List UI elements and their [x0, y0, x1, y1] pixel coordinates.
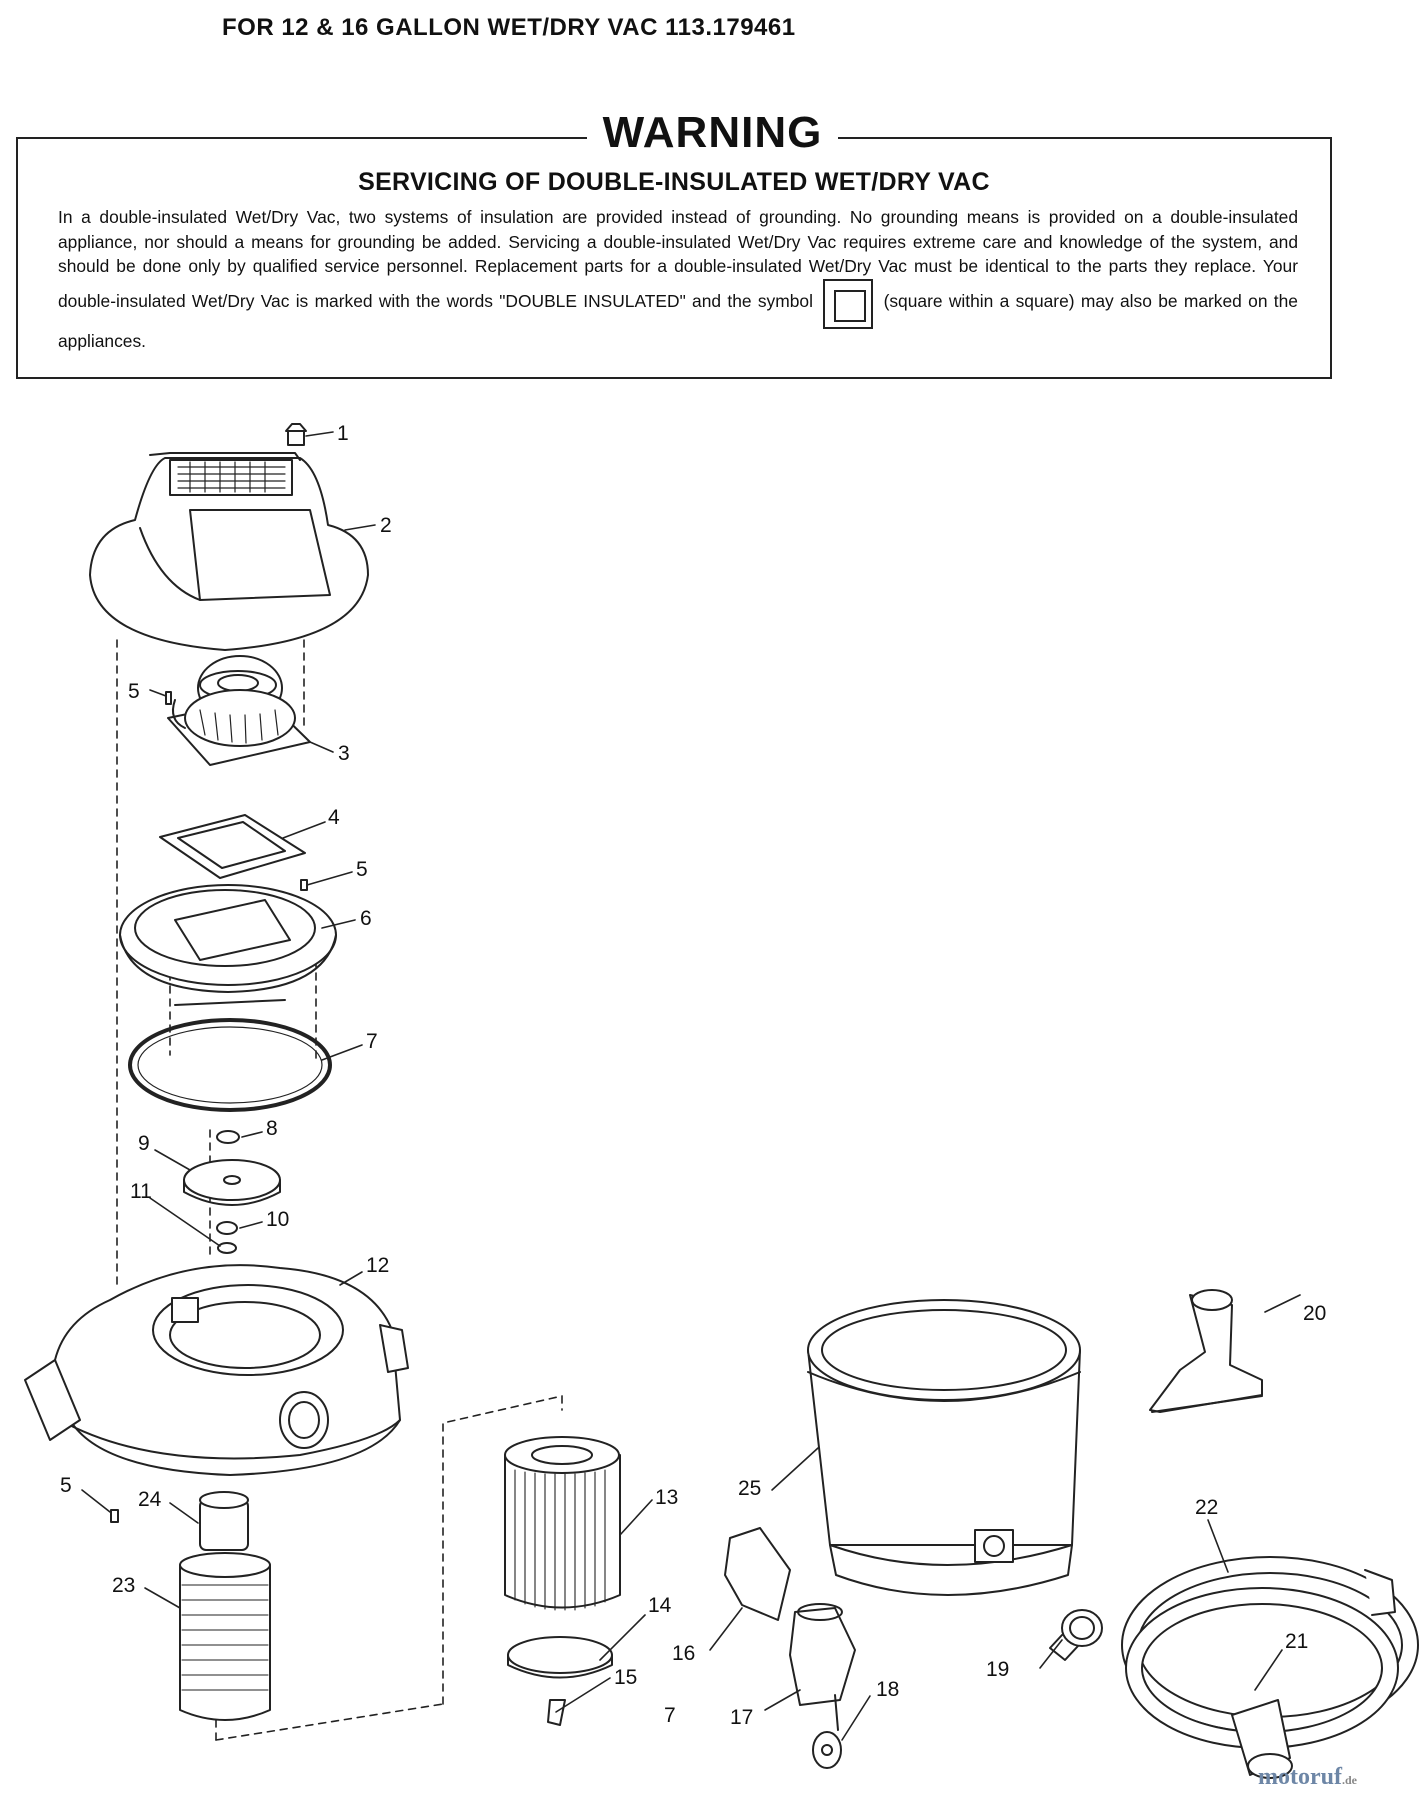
watermark-brand: motoruf	[1258, 1764, 1342, 1790]
float-part-24	[200, 1492, 248, 1550]
callout-8: 8	[266, 1117, 278, 1140]
callout-4: 4	[328, 806, 340, 829]
callout-12: 12	[366, 1254, 390, 1277]
callout-13: 13	[655, 1486, 679, 1509]
callout-9: 9	[138, 1132, 150, 1155]
gasket-part-4	[160, 815, 305, 878]
callout-17: 17	[730, 1706, 754, 1729]
utility-nozzle-part-20	[1150, 1290, 1262, 1412]
callout-18: 18	[876, 1678, 900, 1701]
callout-16: 16	[672, 1642, 696, 1665]
watermark-tld: .de	[1341, 1773, 1357, 1787]
callout-24: 24	[138, 1488, 162, 1511]
nut-part-11	[218, 1243, 236, 1253]
power-head-part-12	[25, 1265, 408, 1475]
filter-lid-part-14	[508, 1637, 612, 1678]
float-gasket-part-7	[130, 1020, 330, 1110]
warning-text-2: (square within a square) may also be marked on the appliances.	[58, 290, 1298, 351]
callout-7: 7	[366, 1030, 378, 1053]
callout-23: 23	[112, 1574, 136, 1597]
callout-22: 22	[1195, 1496, 1219, 1519]
drain-cap-part-19	[1050, 1610, 1102, 1660]
lid-ring-part-6	[120, 885, 336, 1005]
caster-part-18	[813, 1695, 841, 1768]
callout-7b: 7	[664, 1704, 676, 1727]
callout-21: 21	[1285, 1630, 1309, 1653]
float-cage-part-23	[180, 1553, 270, 1720]
screw-part-5c	[111, 1510, 118, 1522]
callout-5c: 5	[60, 1474, 72, 1497]
knob-part-1	[286, 424, 306, 445]
callout-5b: 5	[356, 858, 368, 881]
callout-6: 6	[360, 907, 372, 930]
warning-text-1: In a double-insulated Wet/Dry Vac, two systems of insulation are provided instead of grounding. No grounding means is provided on a double-insulated appliance, nor should a means for grounding be added. Servicing a double-insulated Wet/Dry Vac requires extreme care and knowledge of the system, and should be done only by qualified service personnel. Replacement parts for a double-insulated Wet/Dry Vac must be identical to the parts they replace. Your double-insulated Wet/Dry Vac is marked with the words "DOUBLE INSULATED" and the symbol	[58, 207, 1298, 311]
watermark-logo	[1258, 1764, 1357, 1791]
motor-part-3	[168, 656, 310, 765]
callout-19: 19	[986, 1658, 1010, 1681]
callout-3: 3	[338, 742, 350, 765]
motor-cover-part-2	[90, 453, 368, 650]
diagram-header: FOR 12 & 16 GALLON WET/DRY VAC 113.179461	[222, 14, 796, 41]
callout-11: 11	[130, 1180, 152, 1203]
spacer-part-10	[217, 1222, 237, 1234]
washer-part-8	[217, 1131, 239, 1143]
socket-part-16	[725, 1528, 790, 1620]
cartridge-filter-part-13	[505, 1437, 620, 1610]
warning-title: WARNING	[587, 108, 839, 158]
warning-subtitle: SERVICING OF DOUBLE-INSULATED WET/DRY VAC	[358, 168, 990, 196]
drum-part-25	[808, 1300, 1080, 1595]
screw-part-5b	[301, 880, 307, 890]
screw-part-5a	[166, 692, 171, 704]
callout-14: 14	[648, 1594, 672, 1617]
callout-20: 20	[1303, 1302, 1327, 1325]
callout-5a: 5	[128, 680, 140, 703]
callout-25: 25	[738, 1477, 762, 1500]
callout-15: 15	[614, 1666, 638, 1689]
impeller-part-9	[184, 1160, 280, 1205]
callout-1: 1	[337, 422, 349, 445]
callout-2: 2	[380, 514, 392, 537]
callout-10: 10	[266, 1208, 290, 1231]
